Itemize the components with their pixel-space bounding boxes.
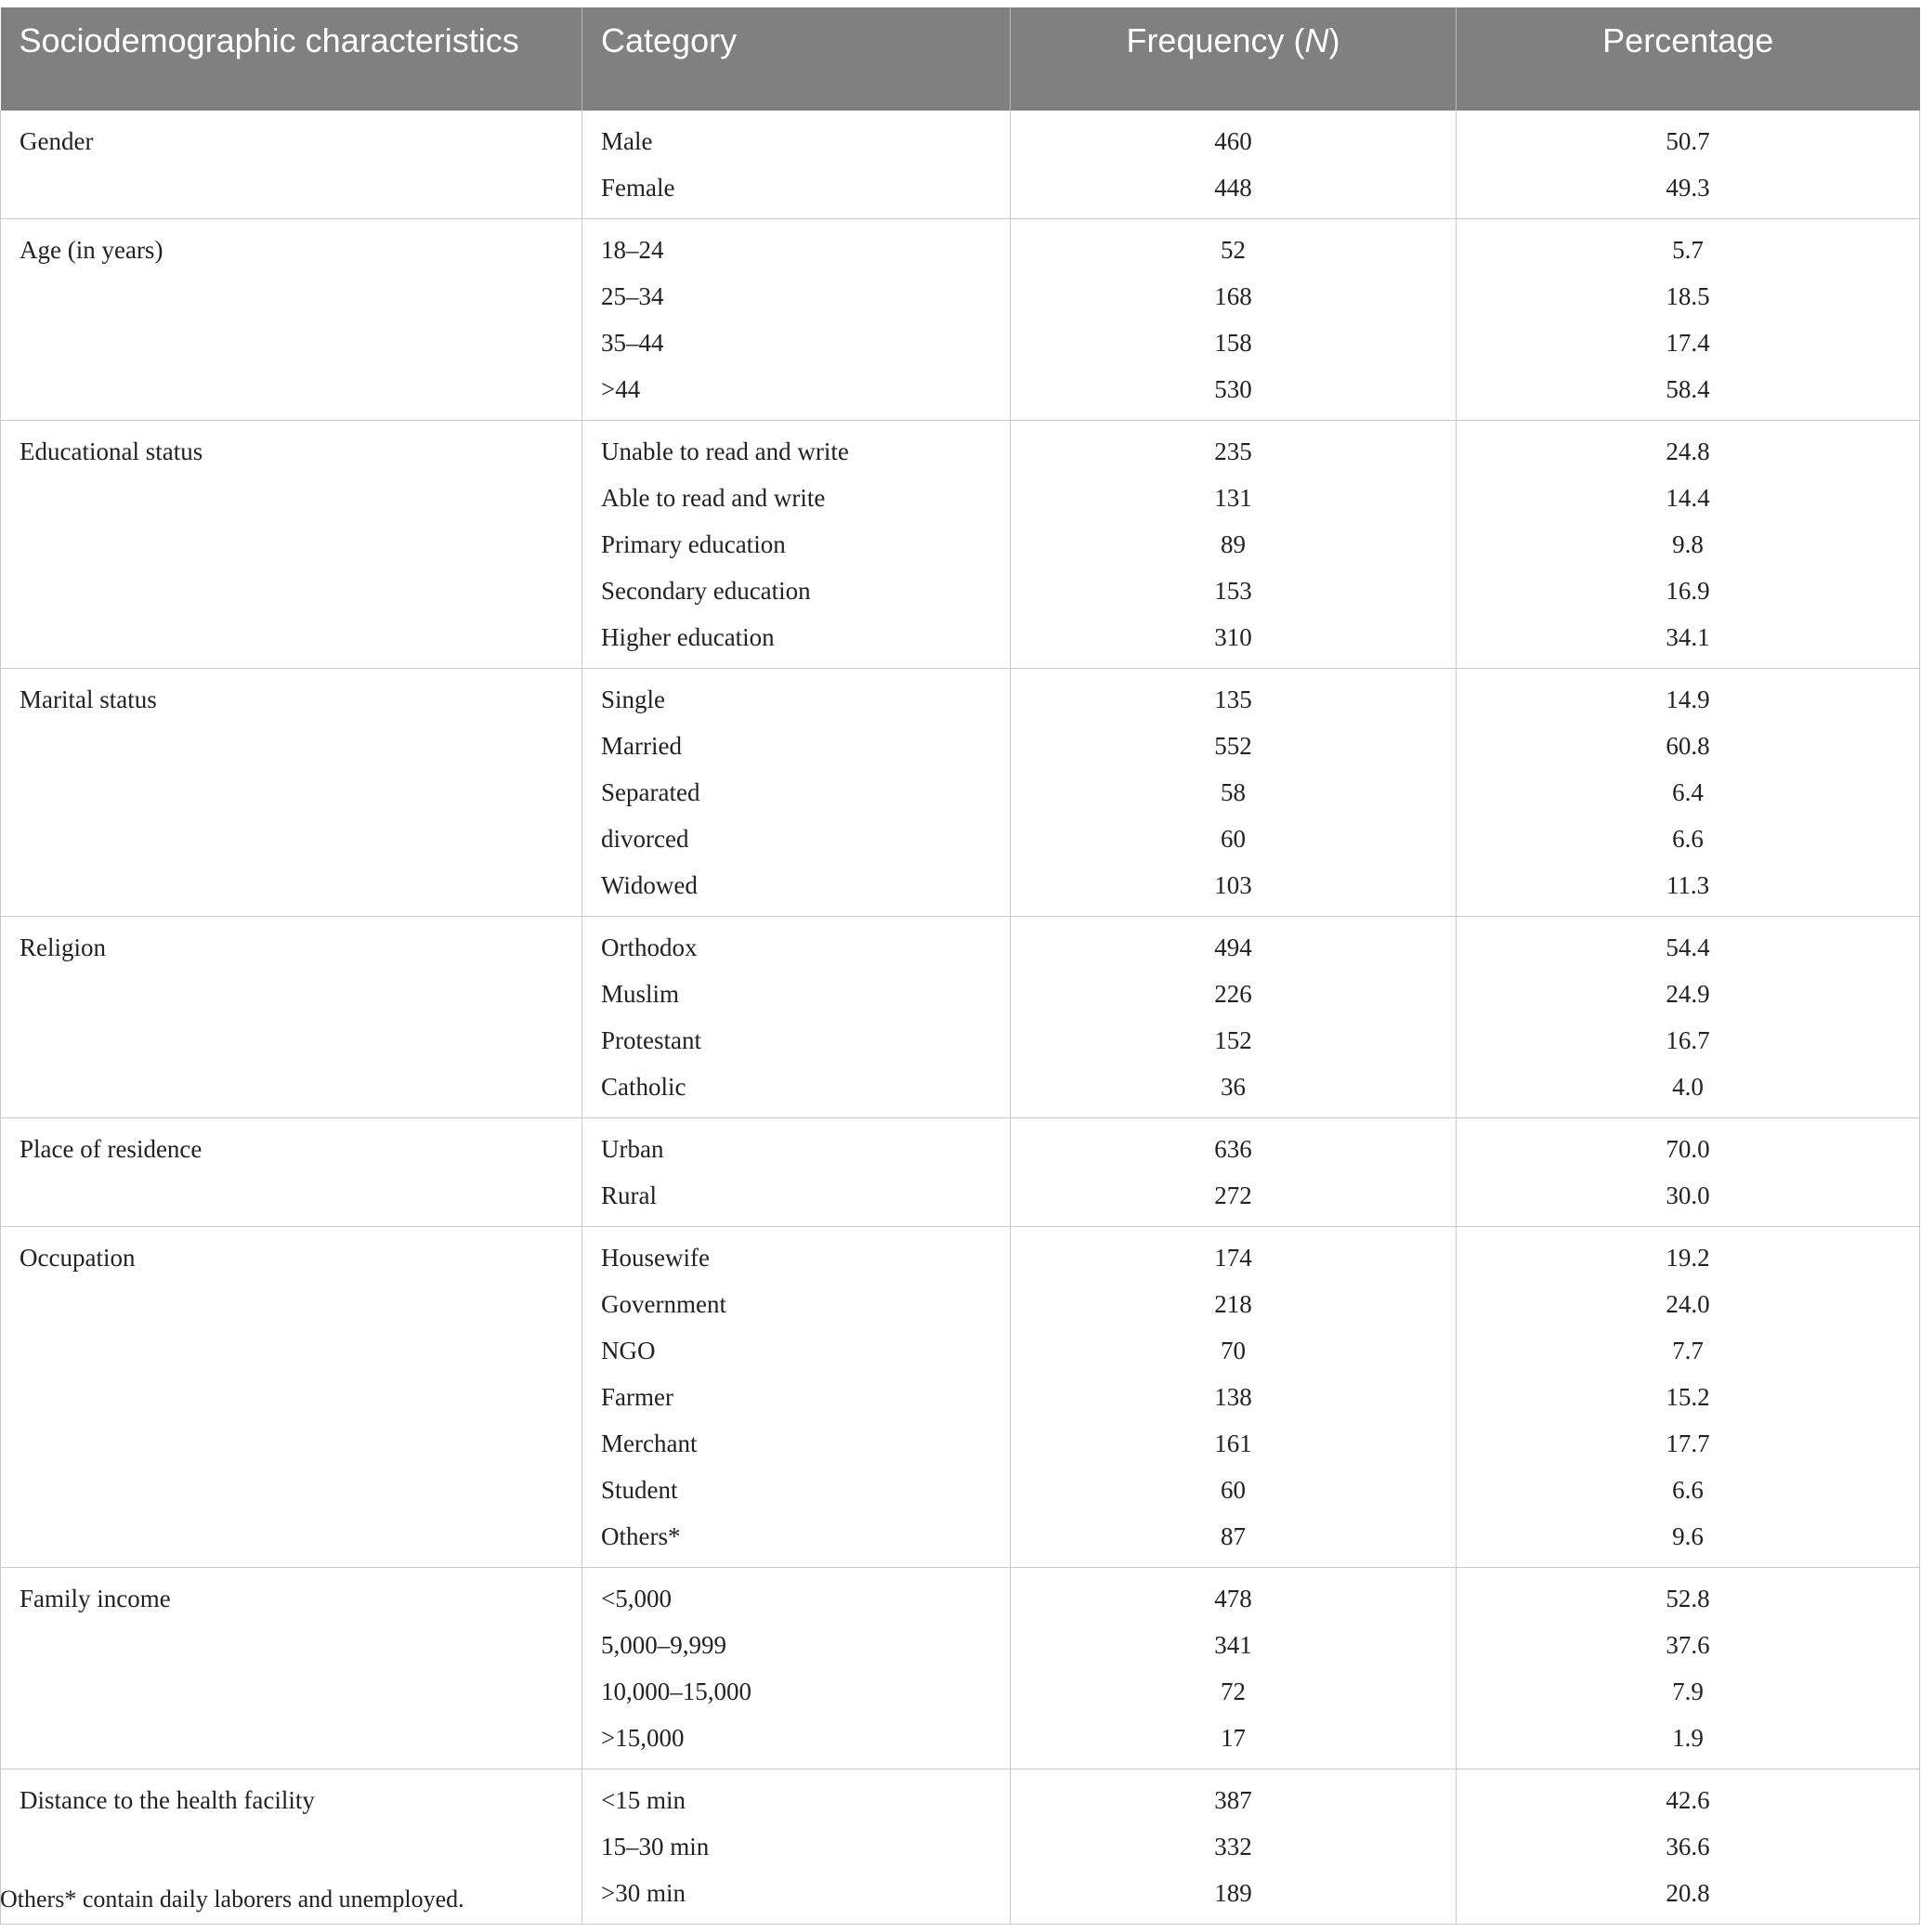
frequency-cell: 161	[1214, 1429, 1252, 1457]
percentage-cell: 36.6	[1666, 1833, 1710, 1860]
percentage-cell: 18.5	[1666, 282, 1710, 310]
group-label: Marital status	[1, 669, 582, 917]
frequency-cell-column	[1011, 219, 1457, 421]
table-group	[1, 219, 1920, 421]
percentage-cell: 24.0	[1666, 1290, 1710, 1318]
percentage-cell: 49.3	[1666, 174, 1710, 202]
percentage-cell: 52.8	[1666, 1585, 1710, 1612]
percentage-cell: 16.9	[1666, 577, 1710, 605]
table-group	[1, 111, 1920, 219]
table-group	[1, 1227, 1920, 1568]
percentage-cell-column	[1457, 1227, 1920, 1568]
category-cell: Primary education	[601, 530, 786, 558]
category-cell: Protestant	[601, 1026, 701, 1054]
frequency-cell: 310	[1214, 623, 1252, 651]
group-label: Gender	[1, 111, 582, 219]
category-cell-column	[582, 917, 1011, 1118]
frequency-cell-column	[1011, 917, 1457, 1118]
percentage-cell: 37.6	[1666, 1631, 1710, 1659]
percentage-cell: 5.7	[1672, 236, 1704, 264]
percentage-cell-column	[1457, 111, 1920, 219]
frequency-cell: 168	[1214, 282, 1252, 310]
percentage-cell: 16.7	[1666, 1026, 1710, 1054]
category-cell: Unable to read and write	[601, 437, 849, 465]
percentage-cell: 20.8	[1666, 1879, 1710, 1907]
category-cell: Secondary education	[601, 577, 811, 605]
category-cell: Male	[601, 127, 653, 155]
category-cell: Farmer	[601, 1383, 673, 1411]
frequency-cell: 494	[1214, 933, 1252, 961]
category-cell: <5,000	[601, 1585, 672, 1612]
percentage-cell: 58.4	[1666, 375, 1710, 403]
category-cell: Government	[601, 1290, 726, 1318]
percentage-cell-column	[1457, 917, 1920, 1118]
frequency-cell: 387	[1214, 1786, 1252, 1814]
category-cell-column	[582, 1769, 1011, 1925]
category-cell: 18–24	[601, 236, 664, 264]
table-group	[1, 1568, 1920, 1769]
frequency-cell-column	[1011, 1568, 1457, 1769]
frequency-cell: 89	[1221, 530, 1246, 558]
category-cell: Able to read and write	[601, 484, 826, 512]
group-label: Place of residence	[1, 1118, 582, 1227]
percentage-cell-column	[1457, 421, 1920, 669]
percentage-cell: 60.8	[1666, 732, 1710, 760]
percentage-cell: 14.9	[1666, 685, 1710, 713]
percentage-cell: 54.4	[1666, 933, 1710, 961]
category-cell: Student	[601, 1476, 678, 1504]
header-category: Category	[582, 7, 1011, 111]
header-frequency-suffix: )	[1328, 21, 1340, 59]
percentage-cell: 9.6	[1672, 1522, 1704, 1550]
percentage-cell-column	[1457, 1568, 1920, 1769]
category-cell: Orthodox	[601, 933, 698, 961]
percentage-cell: 7.7	[1672, 1337, 1704, 1364]
category-cell-column	[582, 1118, 1011, 1227]
frequency-cell: 138	[1214, 1383, 1252, 1411]
category-cell-column	[582, 1568, 1011, 1769]
category-cell: Married	[601, 732, 682, 760]
category-cell: 10,000–15,000	[601, 1677, 751, 1705]
frequency-cell: 36	[1221, 1073, 1246, 1101]
category-cell: >44	[601, 375, 641, 403]
category-cell: >15,000	[601, 1724, 685, 1752]
category-cell-column	[582, 421, 1011, 669]
frequency-cell: 152	[1214, 1026, 1252, 1054]
category-cell: 25–34	[601, 282, 664, 310]
frequency-cell: 103	[1214, 871, 1252, 899]
percentage-cell: 17.4	[1666, 329, 1710, 357]
category-cell: Urban	[601, 1135, 664, 1163]
category-cell: 5,000–9,999	[601, 1631, 726, 1659]
frequency-cell: 131	[1214, 484, 1252, 512]
category-cell: divorced	[601, 825, 689, 853]
table-group	[1, 421, 1920, 669]
category-cell: 15–30 min	[601, 1833, 710, 1860]
frequency-cell: 52	[1221, 236, 1246, 264]
frequency-cell: 58	[1221, 778, 1246, 806]
frequency-cell: 153	[1214, 577, 1252, 605]
group-label: Occupation	[1, 1227, 582, 1568]
group-label: Educational status	[1, 421, 582, 669]
percentage-cell: 30.0	[1666, 1181, 1710, 1209]
percentage-cell: 24.8	[1666, 437, 1710, 465]
sociodemographic-table	[0, 7, 1920, 1925]
table-row	[1, 421, 1920, 669]
table-row	[1, 917, 1920, 1118]
percentage-cell: 15.2	[1666, 1383, 1710, 1411]
frequency-cell: 332	[1214, 1833, 1252, 1860]
category-cell-column	[582, 1227, 1011, 1568]
frequency-cell: 189	[1214, 1879, 1252, 1907]
percentage-cell: 4.0	[1672, 1073, 1704, 1101]
table-row	[1, 1568, 1920, 1769]
table-group	[1, 1118, 1920, 1227]
frequency-cell: 135	[1214, 685, 1252, 713]
frequency-cell: 70	[1221, 1337, 1246, 1364]
percentage-cell: 42.6	[1666, 1786, 1710, 1814]
percentage-cell: 6.4	[1672, 778, 1704, 806]
percentage-cell: 7.9	[1672, 1677, 1704, 1705]
header-frequency-prefix: Frequency (	[1126, 21, 1305, 59]
group-label: Distance to the health facility	[1, 1769, 582, 1925]
table-footnote: Others* contain daily laborers and unemployed.	[0, 1886, 464, 1912]
category-cell: Housewife	[601, 1244, 710, 1272]
frequency-cell-column	[1011, 1227, 1457, 1568]
header-frequency	[1011, 7, 1457, 111]
category-cell: Single	[601, 685, 666, 713]
category-cell: Rural	[601, 1181, 657, 1209]
header-row	[1, 7, 1920, 111]
percentage-cell-column	[1457, 1769, 1920, 1925]
table-row	[1, 219, 1920, 421]
frequency-cell: 60	[1221, 1476, 1246, 1504]
category-cell: 35–44	[601, 329, 664, 357]
frequency-cell: 636	[1214, 1135, 1252, 1163]
frequency-cell-column	[1011, 1769, 1457, 1925]
percentage-cell: 11.3	[1666, 871, 1710, 899]
table-row	[1, 1118, 1920, 1227]
table-row	[1, 1227, 1920, 1568]
percentage-cell: 50.7	[1666, 127, 1710, 155]
category-cell: >30 min	[601, 1879, 686, 1907]
table-row	[1, 111, 1920, 219]
frequency-cell: 478	[1214, 1585, 1252, 1612]
category-cell: Catholic	[601, 1073, 686, 1101]
frequency-cell: 226	[1214, 980, 1252, 1008]
group-label: Age (in years)	[1, 219, 582, 421]
percentage-cell-column	[1457, 219, 1920, 421]
category-cell: Separated	[601, 778, 700, 806]
frequency-cell: 218	[1214, 1290, 1252, 1318]
header-percentage: Percentage	[1457, 7, 1920, 111]
percentage-cell: 70.0	[1666, 1135, 1710, 1163]
category-cell: Merchant	[601, 1429, 698, 1457]
frequency-cell: 341	[1214, 1631, 1252, 1659]
frequency-cell: 174	[1214, 1244, 1252, 1272]
category-cell: Female	[601, 174, 675, 202]
category-cell: Higher education	[601, 623, 775, 651]
category-cell: Muslim	[601, 980, 680, 1008]
frequency-cell: 72	[1221, 1677, 1246, 1705]
frequency-cell-column	[1011, 421, 1457, 669]
frequency-cell: 530	[1214, 375, 1252, 403]
category-cell: Widowed	[601, 871, 698, 899]
frequency-cell: 158	[1214, 329, 1252, 357]
category-cell: NGO	[601, 1337, 656, 1364]
header-frequency-n: N	[1304, 21, 1329, 59]
category-cell-column	[582, 669, 1011, 917]
percentage-cell: 19.2	[1666, 1244, 1710, 1272]
frequency-cell: 448	[1214, 174, 1252, 202]
frequency-cell-column	[1011, 111, 1457, 219]
percentage-cell: 6.6	[1672, 825, 1704, 853]
table-group	[1, 669, 1920, 917]
category-cell: <15 min	[601, 1786, 686, 1814]
percentage-cell: 1.9	[1672, 1724, 1704, 1752]
frequency-cell: 17	[1221, 1724, 1246, 1752]
frequency-cell: 552	[1214, 732, 1252, 760]
category-cell: Others*	[601, 1522, 681, 1550]
table-row	[1, 669, 1920, 917]
percentage-cell: 9.8	[1672, 530, 1704, 558]
frequency-cell: 87	[1221, 1522, 1246, 1550]
category-cell-column	[582, 219, 1011, 421]
percentage-cell: 6.6	[1672, 1476, 1704, 1504]
percentage-cell-column	[1457, 1118, 1920, 1227]
percentage-cell: 34.1	[1666, 623, 1710, 651]
category-cell-column	[582, 111, 1011, 219]
percentage-cell: 24.9	[1666, 980, 1710, 1008]
group-label: Religion	[1, 917, 582, 1118]
frequency-cell: 60	[1221, 825, 1246, 853]
header-sociodemographic: Sociodemographic characteristics	[1, 7, 582, 111]
percentage-cell: 14.4	[1666, 484, 1710, 512]
percentage-cell-column	[1457, 669, 1920, 917]
frequency-cell-column	[1011, 669, 1457, 917]
group-label: Family income	[1, 1568, 582, 1769]
table-header	[1, 7, 1920, 111]
percentage-cell: 17.7	[1666, 1429, 1710, 1457]
frequency-cell-column	[1011, 1118, 1457, 1227]
frequency-cell: 235	[1214, 437, 1252, 465]
table-group	[1, 917, 1920, 1118]
frequency-cell: 272	[1214, 1181, 1252, 1209]
frequency-cell: 460	[1214, 127, 1252, 155]
